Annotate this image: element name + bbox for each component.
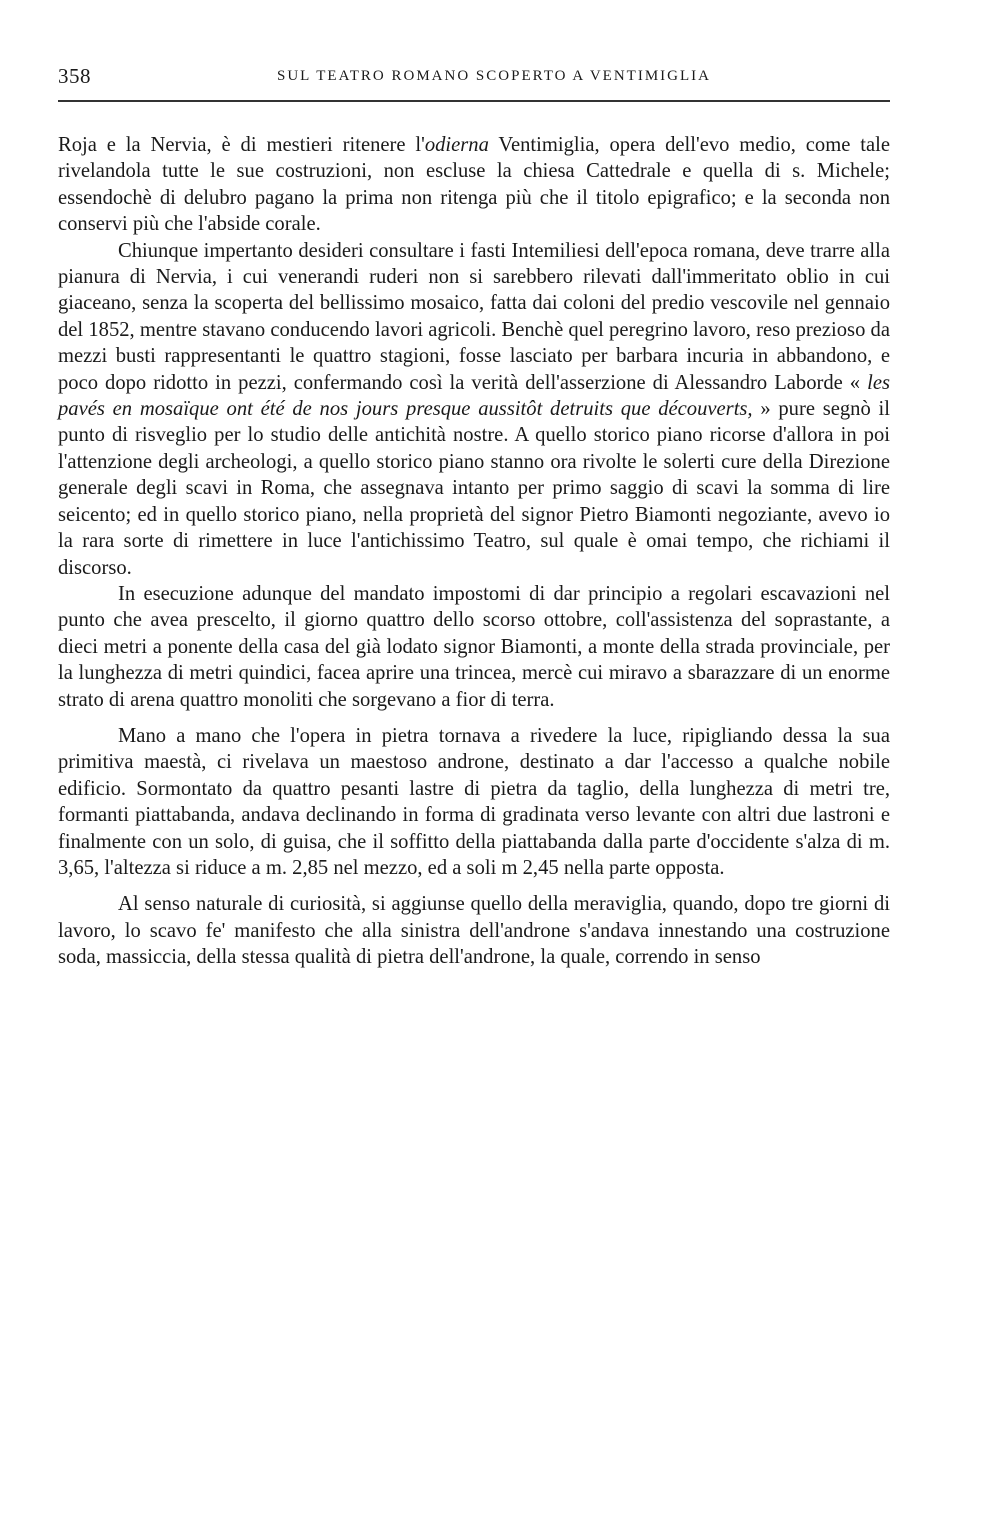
paragraph-4: Mano a mano che l'opera in pietra tornava a rivedere la luce, ripigliando dessa la sua primitiva maestà, ci rivelava un maestoso androne, destinato a dar l'accesso a qualche nobile edificio. Sormontato da quattro pesanti lastre di pietra da taglio, della lunghezza di metri tre, formanti piattabanda, andava declinando in forma di gradinata verso levante con altri due lastroni e finalmente con un solo, di guisa, che il soffitto della piattabanda dalla parte d'occidente s'alza di m. 3,65, l'altezza si riduce a m. 2,85 nel mezzo, ed a soli m 2,45 nella parte opposta.: [58, 724, 890, 879]
paragraph-2: Chiunque impertanto desideri consultare i fasti Intemiliesi dell'epoca romana, deve trarre alla pianura di Nervia, i cui venerandi ruderi non si sarebbero rilevati dall'immeritato oblio in cui giaceano, senza la scoperta del bellissimo mosaico, fatta dai coloni del predio vescovile nel gennaio del 1852, mentre stavano conducendo lavori agricoli. Benchè quel peregrino lavoro, reso prezioso da mezzi busti rappresentanti le quattro stagioni, fosse lasciato per barbara incuria in abbandono, e poco dopo ridotto in pezzi, confermando così la verità dell'asserzione di Alessandro Laborde « les pavés en mosaïque ont été de nos jours presque aussitôt detruits que découverts, » pure segnò il punto di risveglio per lo studio delle antichità nostre. A quello storico piano ricorse d'allora in poi l'attenzione degli archeologi, a quello storico piano stanno ora rivolte le solerti cure della Direzione generale degli scavi in Roma, che assegnava intanto per primo saggio di scavi la somma di lire seicento; ed in quello storico piano, nella proprietà del signor Pietro Biamonti negoziante, avevo io la rara sorte di rimettere in luce l'antichissimo Teatro, sul quale è omai tempo, che richiami il discorso.: [58, 239, 890, 579]
paragraph-3: In esecuzione adunque del mandato impostomi di dar principio a regolari escavazioni nel punto che avea prescelto, il giorno quattro dello scorso ottobre, coll'assistenza del soprastante, a dieci metri a ponente della casa del già lodato signor Biamonti, a monte della strada provinciale, per la lunghezza di metri quindici, facea aprire una trincea, mercè cui miravo a sbarazzare di un enorme strato di arena quattro monoliti che sorgevano a fior di terra.: [58, 582, 890, 711]
page-header: [58, 62, 890, 96]
paragraph-5: Al senso naturale di curiosità, si aggiunse quello della meraviglia, quando, dopo tre giorni di lavoro, lo scavo fe' manifesto che alla sinistra dell'androne s'andava innestando una costruzione soda, massiccia, della stessa qualità di pietra dell'androne, la quale, correndo in senso: [58, 893, 890, 969]
header-rule: [58, 100, 890, 102]
running-title: SUL TEATRO ROMANO SCOPERTO A VENTIMIGLIA: [277, 68, 711, 84]
book-page: [58, 62, 890, 971]
paragraph-1: Roja e la Nervia, è di mestieri ritenere l'odierna Ventimiglia, opera dell'evo medio, come tale rivelandola tutte le sue costruzioni, non escluse la chiesa Cattedrale e quella di s. Michele; essendochè di delubro pagano la prima non ritenga più che il titolo epigrafico; e la seconda non conservi più che l'abside corale.: [58, 134, 890, 236]
body-text: [58, 132, 890, 971]
page-number: 358: [58, 64, 91, 88]
laborde-quotation: les pavés en mosaïque ont été de nos jours presque aussitôt detruits que découverts,: [58, 371, 890, 421]
